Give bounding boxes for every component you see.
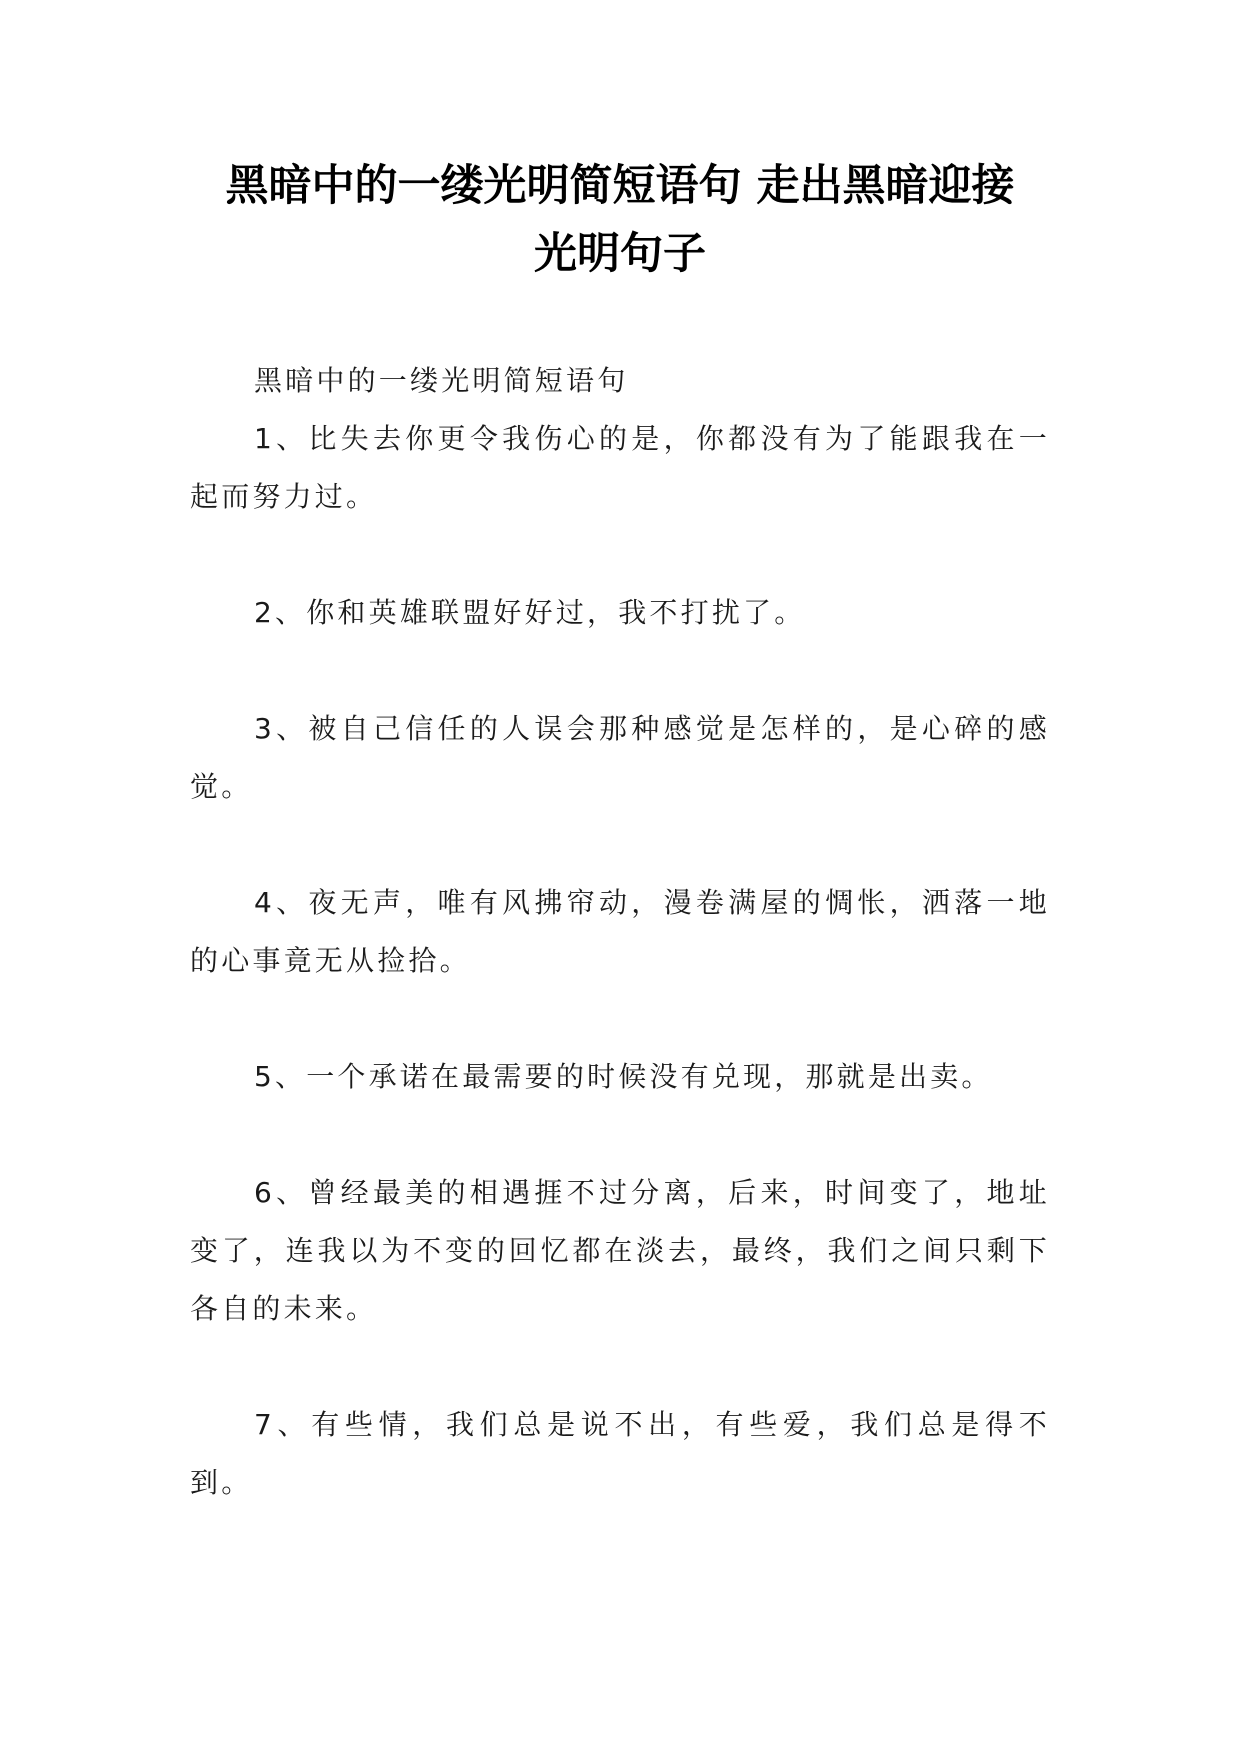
list-item-4: 4、夜无声，唯有风拂帘动，漫卷满屋的惆怅，洒落一地的心事竟无从捡拾。 [190,886,1050,977]
title-line-1: 黑暗中的一缕光明简短语句 走出黑暗迎接 [225,161,1015,211]
paragraph-gap [190,1338,1050,1396]
paragraph-gap [190,526,1050,584]
document-body [190,352,1050,1512]
document-title [190,152,1050,288]
paragraph-gap [190,1106,1050,1164]
paragraph-gap [190,816,1050,874]
section-heading: 黑暗中的一缕光明简短语句 [254,364,629,397]
title-line-2: 光明句子 [534,229,706,279]
list-item-3: 3、被自己信任的人误会那种感觉是怎样的，是心碎的感觉。 [190,712,1050,803]
list-item-1: 1、比失去你更令我伤心的是，你都没有为了能跟我在一起而努力过。 [190,422,1050,513]
list-item-5: 5、一个承诺在最需要的时候没有兑现，那就是出卖。 [254,1060,993,1093]
paragraph-gap [190,990,1050,1048]
list-item-6: 6、曾经最美的相遇捱不过分离，后来，时间变了，地址变了，连我以为不变的回忆都在淡去，最终，我们之间只剩下各自的未来。 [190,1176,1050,1325]
paragraph-gap [190,642,1050,700]
list-item-2: 2、你和英雄联盟好好过，我不打扰了。 [254,596,806,629]
list-item-7: 7、有些情，我们总是说不出，有些爱，我们总是得不到。 [190,1408,1050,1499]
